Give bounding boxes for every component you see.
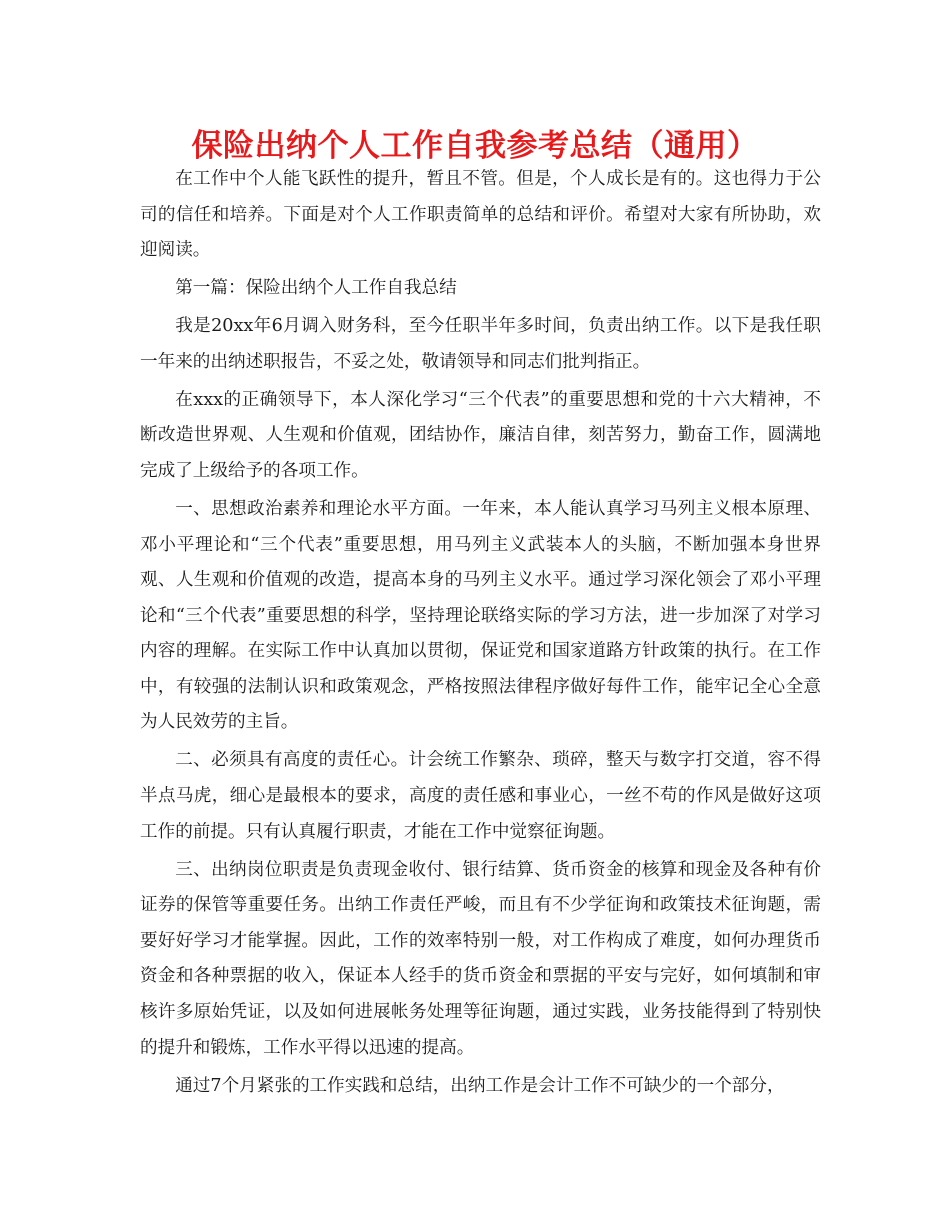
paragraph-intro: 在工作中个人能飞跃性的提升，暂且不管。但是，个人成长是有的。这也得力于公司的信任和培养。下面是对个人工作职责简单的总结和评价。希望对大家有所协助，欢迎阅读。 — [140, 169, 821, 261]
document-body — [140, 162, 821, 1107]
document-title: 保险出纳个人工作自我参考总结（通用） — [191, 128, 759, 164]
paragraph-section-heading: 第一篇：保险出纳个人工作自我总结 — [175, 278, 457, 299]
paragraph: 在xxx的正确领导下，本人深化学习“三个代表”的重要思想和党的十六大精神，不断改造世界观、人生观和价值观，团结协作，廉洁自律，刻苦努力，勤奋工作，圆满地完成了上级给予的各项工作。 — [140, 389, 821, 481]
paragraph: 我是20xx年6月调入财务科，至今任职半年多时间，负责出纳工作。以下是我任职一年来的出纳述职报告，不妥之处，敬请领导和同志们批判指正。 — [140, 316, 821, 372]
paragraph: 通过7个月紧张的工作实践和总结，出纳工作是会计工作不可缺少的一个部分， — [175, 1075, 785, 1096]
paragraph: 二、必须具有高度的责任心。计会统工作繁杂、琐碎，整天与数字打交道，容不得半点马虎，细心是最根本的要求，高度的责任感和事业心，一丝不苟的作风是做好这项工作的前提。只有认真履行职责，才能在工作中觉察征询题。 — [140, 750, 821, 842]
paragraph: 一、思想政治素养和理论水平方面。一年来，本人能认真学习马列主义根本原理、邓小平理论和“三个代表”重要思想，用马列主义武装本人的头脑，不断加强本身世界观、人生观和价值观的改造，提高本身的马列主义水平。通过学习深化领会了邓小平理论和“三个代表”重要思想的科学，坚持理论联络实际的学习方法，进一步加深了对学习内容的理解。在实际工作中认真加以贯彻，保证党和国家道路方针政策的执行。在工作中，有较强的法制认识和政策观念，严格按照法律程序做好每件工作，能牢记全心全意为人民效劳的主旨。 — [140, 498, 821, 733]
paragraph: 三、出纳岗位职责是负责现金收付、银行结算、货币资金的核算和现金及各种有价证券的保管等重要任务。出纳工作责任严峻，而且有不少学征询和政策技术征询题，需要好好学习才能掌握。因此，工作的效率特别一般，对工作构成了难度，如何办理货币资金和各种票据的收入，保证本人经手的货币资金和票据的平安与完好，如何填制和审核许多原始凭证，以及如何进展帐务处理等征询题，通过实践，业务技能得到了特别快的提升和锻炼，工作水平得以迅速的提高。 — [140, 859, 821, 1058]
